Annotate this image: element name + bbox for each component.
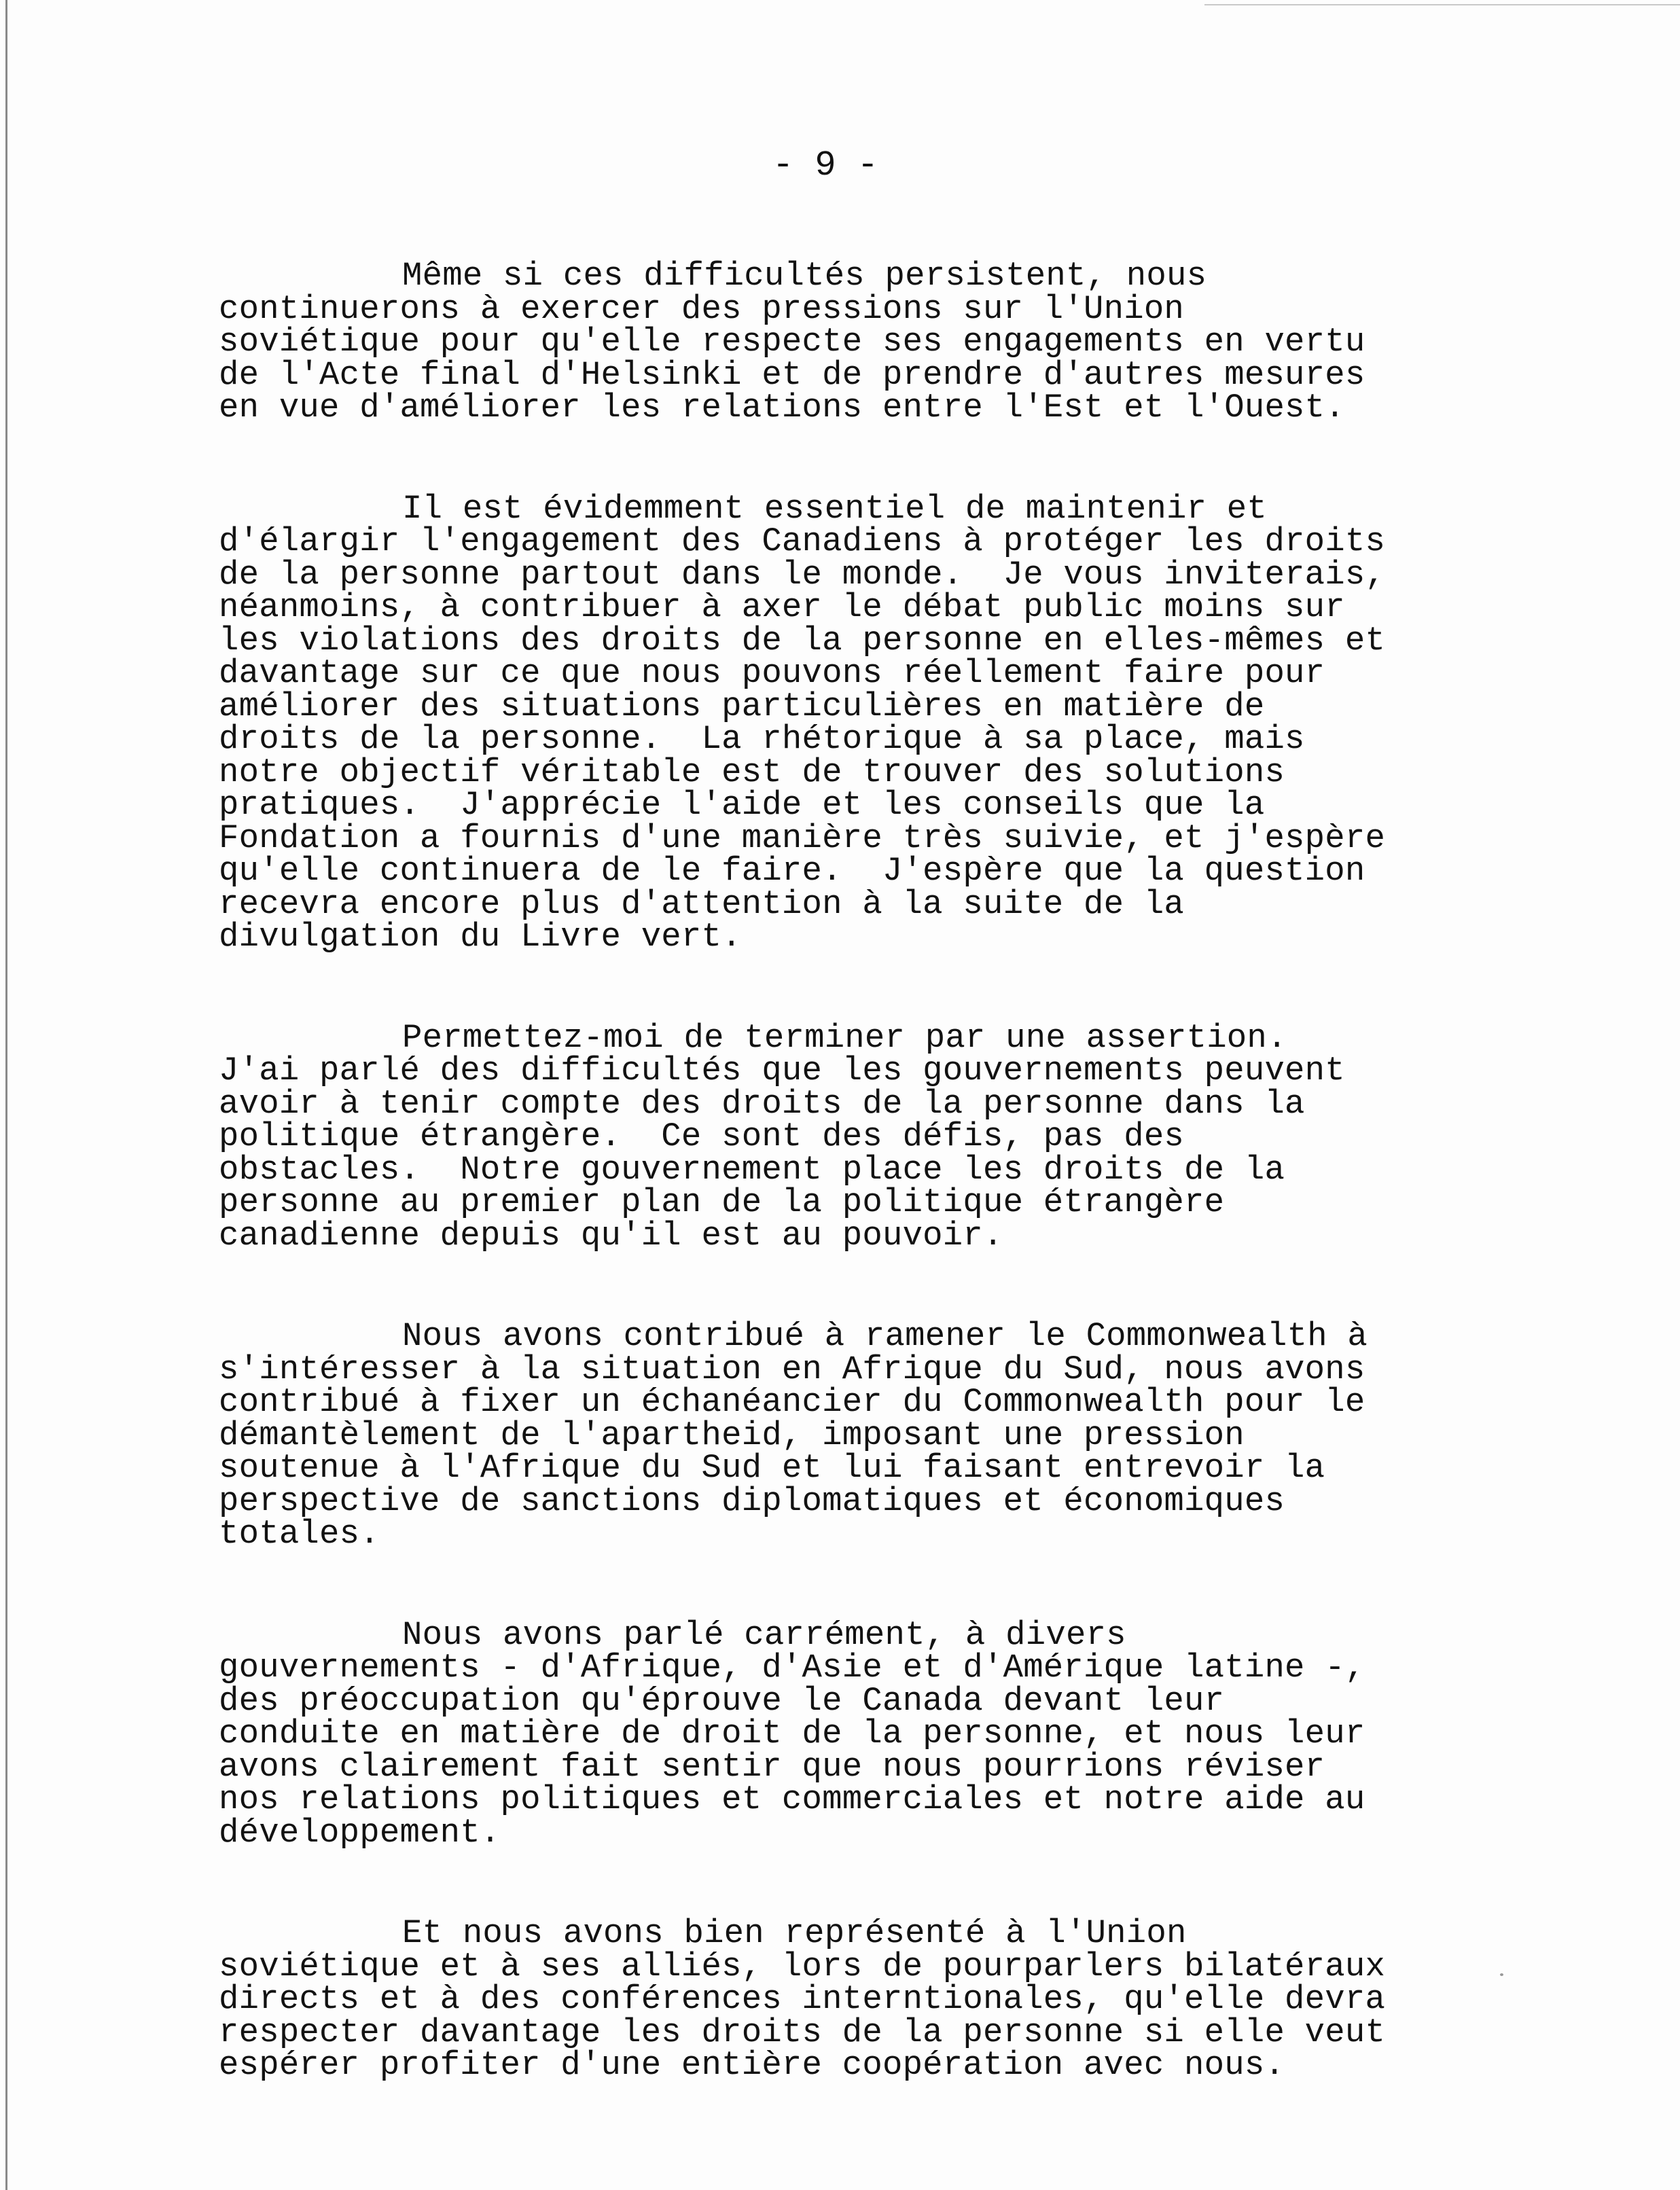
text-line: qu'elle continuera de le faire. J'espère que la question — [219, 852, 1365, 890]
text-line: conduite en matière de droit de la personne, et nous leur — [219, 1715, 1365, 1753]
text-line: les violations des droits de la personne en elles-mêmes et — [219, 621, 1386, 660]
text-line: perspective de sanctions diplomatiques et économiques — [219, 1482, 1285, 1520]
text-line: continuerons à exercer des pressions sur l'Union — [219, 289, 1185, 328]
scan-speck — [1500, 1973, 1503, 1976]
text-line: développement. — [219, 1813, 501, 1852]
text-line: s'intéresser à la situation en Afrique du Sud, nous avons — [219, 1350, 1365, 1388]
text-line: Nous avons contribué à ramener le Commonwealth à — [402, 1317, 1368, 1355]
text-line: directs et à des conférences interntionales, qu'elle devra — [219, 1980, 1386, 2018]
text-line: Il est évidemment essentiel de maintenir et — [402, 489, 1268, 528]
text-line: personne au premier plan de la politique étrangère — [219, 1183, 1225, 1221]
paragraph — [219, 1914, 1431, 2084]
text-line: notre objectif véritable est de trouver des solutions — [219, 753, 1285, 791]
text-line: soviétique pour qu'elle respecte ses engagements en vertu — [219, 323, 1365, 361]
scan-left-edge — [5, 0, 7, 2190]
page-number: - 9 - — [772, 145, 879, 185]
text-line: en vue d'améliorer les relations entre l'Est et l'Ouest. — [219, 389, 1345, 427]
text-line: d'élargir l'engagement des Canadiens à protéger les droits — [219, 522, 1386, 560]
text-line: recevra encore plus d'attention à la suite de la — [219, 884, 1185, 923]
text-line: des préoccupation qu'éprouve le Canada devant leur — [219, 1681, 1225, 1720]
paragraph — [219, 1018, 1431, 1255]
text-line: démantèlement de l'apartheid, imposant une pression — [219, 1416, 1245, 1454]
text-line: avoir à tenir compte des droits de la personne dans la — [219, 1084, 1305, 1123]
text-line: néanmoins, à contribuer à axer le débat public moins sur — [219, 588, 1345, 626]
text-line: améliorer des situations particulières en matière de — [219, 687, 1265, 725]
paragraph — [219, 1615, 1431, 1852]
text-line: obstacles. Notre gouvernement place les droits de la — [219, 1150, 1285, 1189]
paragraph — [219, 1317, 1431, 1553]
text-line: totales. — [219, 1515, 380, 1553]
text-line: de la personne partout dans le monde. Je vous inviterais, — [219, 555, 1386, 594]
scan-top-edge — [1204, 4, 1680, 5]
text-line: davantage sur ce que nous pouvons réellement faire pour — [219, 654, 1325, 692]
text-line: Permettez-moi de terminer par une assertion. — [402, 1018, 1287, 1057]
text-line: contribué à fixer un échanéancier du Commonwealth pour le — [219, 1383, 1365, 1421]
text-line: de l'Acte final d'Helsinki et de prendre d'autres mesures — [219, 355, 1365, 394]
document-body — [219, 259, 1431, 2082]
text-line: Et nous avons bien représenté à l'Union — [402, 1914, 1187, 1952]
text-line: respecter davantage les droits de la personne si elle veut — [219, 2013, 1386, 2051]
text-line: Fondation a fournis d'une manière très suivie, et j'espère — [219, 819, 1386, 857]
text-line: soutenue à l'Afrique du Sud et lui faisant entrevoir la — [219, 1449, 1325, 1487]
text-line: nos relations politiques et commerciales et notre aide au — [219, 1780, 1365, 1818]
text-line: droits de la personne. La rhétorique à sa place, mais — [219, 720, 1305, 758]
text-line: avons clairement fait sentir que nous pourrions réviser — [219, 1747, 1325, 1786]
text-line: politique étrangère. Ce sont des défis, pas des — [219, 1117, 1185, 1155]
text-line: divulgation du Livre vert. — [219, 918, 742, 956]
paragraph — [219, 259, 1431, 425]
text-line: soviétique et à ses alliés, lors de pourparlers bilatéraux — [219, 1947, 1386, 1986]
text-line: gouvernements - d'Afrique, d'Asie et d'Amérique latine -, — [219, 1649, 1365, 1687]
text-line: J'ai parlé des difficultés que les gouvernements peuvent — [219, 1052, 1345, 1090]
text-line: canadienne depuis qu'il est au pouvoir. — [219, 1216, 1003, 1255]
text-line: pratiques. J'apprécie l'aide et les conseils que la — [219, 786, 1265, 824]
paragraph — [219, 489, 1431, 956]
text-line: Même si ces difficultés persistent, nous — [402, 257, 1207, 295]
text-line: espérer profiter d'une entière coopération avec nous. — [219, 2046, 1285, 2084]
text-line: Nous avons parlé carrément, à divers — [402, 1615, 1126, 1654]
